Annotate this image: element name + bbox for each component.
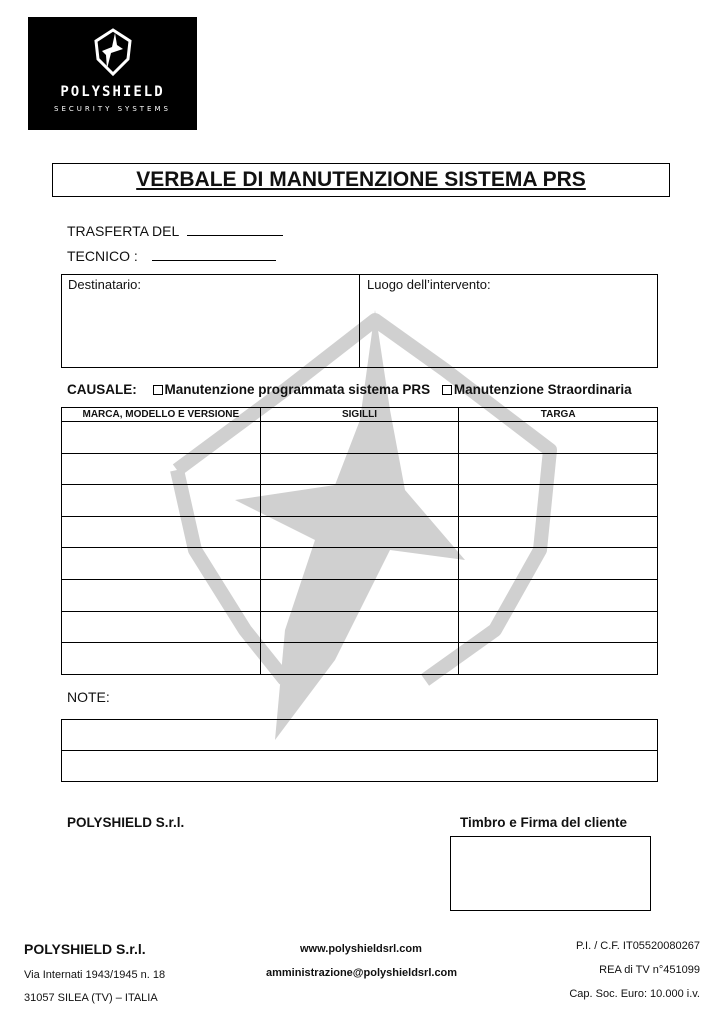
table-cell-marca[interactable] — [62, 579, 261, 611]
shield-logo-icon — [90, 27, 136, 77]
causale-label: CAUSALE: — [67, 382, 137, 397]
table-cell-sigilli[interactable] — [260, 516, 459, 548]
table-cell-targa[interactable] — [459, 485, 658, 517]
table-cell-sigilli[interactable] — [260, 548, 459, 580]
notes-table — [61, 719, 658, 782]
document-title: VERBALE DI MANUTENZIONE SISTEMA PRS — [136, 168, 586, 191]
box-divider — [359, 275, 360, 367]
recipient-location-box — [61, 274, 658, 368]
note-cell[interactable] — [62, 720, 658, 751]
table-cell-sigilli[interactable] — [260, 611, 459, 643]
tecnico-label: TECNICO : — [67, 248, 138, 264]
note-label: NOTE: — [67, 689, 110, 705]
table-cell-targa[interactable] — [459, 643, 658, 675]
table-cell-sigilli[interactable] — [260, 643, 459, 675]
table-cell-targa[interactable] — [459, 516, 658, 548]
footer-capital: Cap. Soc. Euro: 10.000 i.v. — [569, 988, 700, 1000]
table-cell-sigilli[interactable] — [260, 485, 459, 517]
table-row — [62, 611, 658, 643]
footer-company: POLYSHIELD S.r.l. — [24, 941, 146, 957]
trasferta-blank-line[interactable] — [187, 223, 283, 236]
table-row — [62, 422, 658, 454]
table-cell-marca[interactable] — [62, 643, 261, 675]
table-cell-marca[interactable] — [62, 485, 261, 517]
client-stamp-label: Timbro e Firma del cliente — [460, 815, 628, 830]
logo-name: POLYSHIELD — [60, 84, 165, 100]
table-cell-targa[interactable] — [459, 422, 658, 454]
table-row — [62, 485, 658, 517]
table-cell-targa[interactable] — [459, 579, 658, 611]
company-logo — [28, 17, 197, 130]
client-stamp-box[interactable] — [450, 836, 651, 911]
destinatario-label: Destinatario: — [68, 277, 141, 292]
tecnico-blank-line[interactable] — [152, 248, 276, 261]
table-cell-marca[interactable] — [62, 548, 261, 580]
table-row — [62, 643, 658, 675]
footer-website[interactable]: www.polyshieldsrl.com — [300, 943, 422, 955]
footer-vat: P.I. / C.F. IT05520080267 — [576, 940, 700, 952]
causale-row — [67, 382, 632, 397]
straordinaria-option-label: Manutenzione Straordinaria — [453, 382, 632, 397]
table-cell-sigilli[interactable] — [260, 422, 459, 454]
note-cell[interactable] — [62, 751, 658, 782]
tecnico-field — [67, 248, 276, 264]
table-header-row — [62, 408, 658, 422]
table-row — [62, 516, 658, 548]
table-cell-marca[interactable] — [62, 453, 261, 485]
table-row — [62, 579, 658, 611]
straordinaria-checkbox[interactable] — [442, 385, 452, 395]
table-cell-sigilli[interactable] — [260, 453, 459, 485]
table-cell-marca[interactable] — [62, 611, 261, 643]
column-header-targa: TARGA — [459, 408, 658, 422]
table-body — [62, 422, 658, 675]
logo-tagline: SECURITY SYSTEMS — [54, 105, 171, 113]
column-header-sigilli: SIGILLI — [260, 408, 459, 422]
footer-email[interactable]: amministrazione@polyshieldsrl.com — [266, 967, 458, 979]
table-cell-targa[interactable] — [459, 611, 658, 643]
table-cell-sigilli[interactable] — [260, 579, 459, 611]
table-row — [62, 453, 658, 485]
table-cell-targa[interactable] — [459, 453, 658, 485]
programmata-option-label: Manutenzione programmata sistema PRS — [164, 382, 431, 397]
company-signature-label: POLYSHIELD S.r.l. — [67, 815, 185, 830]
document-title-box — [52, 163, 670, 197]
programmata-checkbox[interactable] — [153, 385, 163, 395]
equipment-table — [61, 407, 658, 675]
table-cell-marca[interactable] — [62, 516, 261, 548]
footer-address-2: 31057 SILEA (TV) – ITALIA — [24, 992, 158, 1004]
table-cell-marca[interactable] — [62, 422, 261, 454]
footer-address-1: Via Internati 1943/1945 n. 18 — [24, 969, 166, 981]
trasferta-field — [67, 223, 283, 239]
trasferta-label: TRASFERTA DEL — [67, 223, 179, 239]
table-cell-targa[interactable] — [459, 548, 658, 580]
column-header-marca: MARCA, MODELLO E VERSIONE — [62, 408, 261, 422]
note-row — [62, 720, 658, 751]
luogo-label: Luogo dell’intervento: — [367, 277, 491, 292]
footer-rea: REA di TV n°451099 — [599, 964, 700, 976]
note-row — [62, 751, 658, 782]
table-row — [62, 548, 658, 580]
